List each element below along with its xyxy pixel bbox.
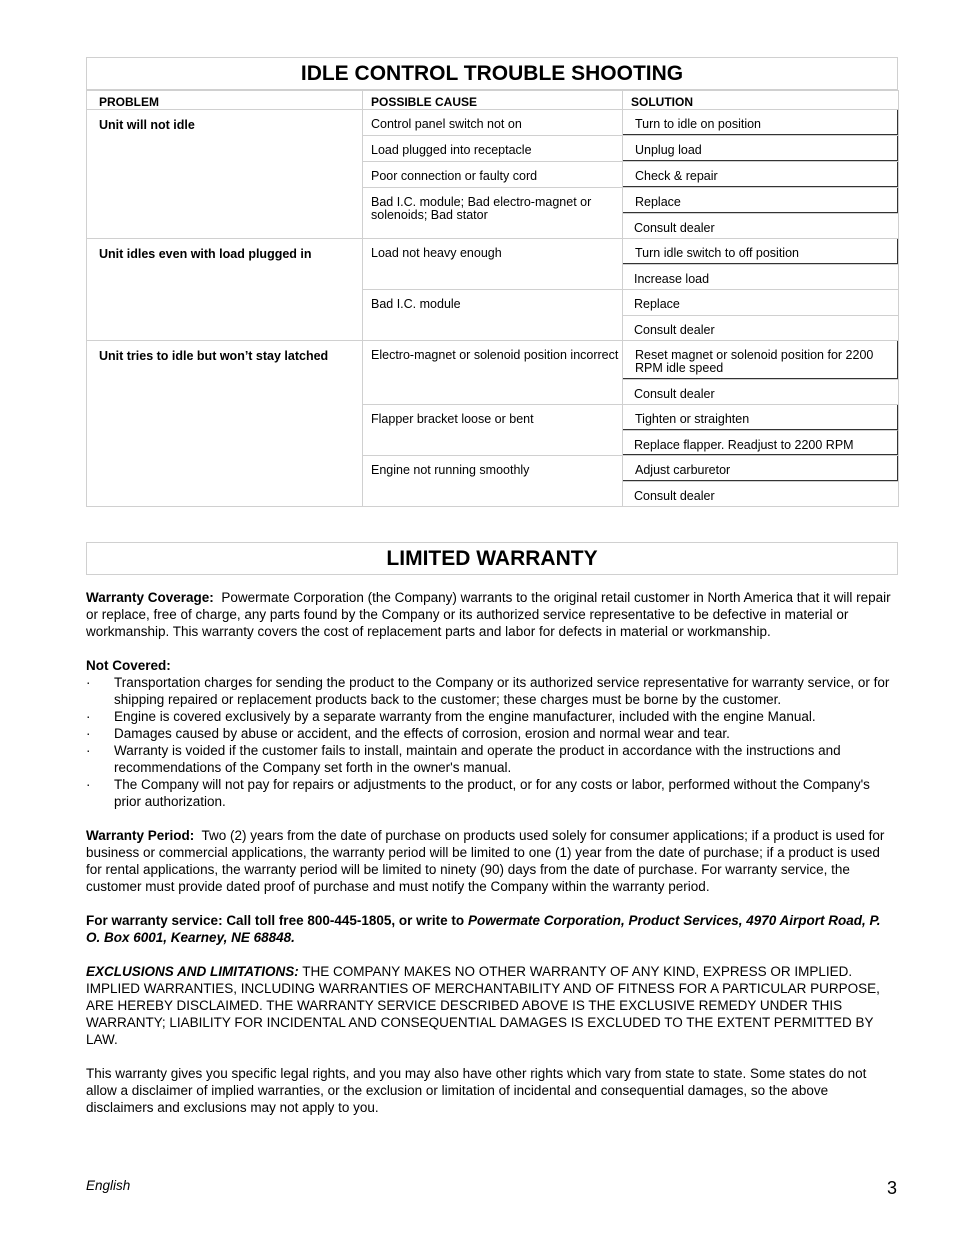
list-item: · Engine is covered exclusively by a separate warranty from the engine manufacturer, included with the engine Manual. [86,708,898,725]
not-covered-label: Not Covered: [86,658,171,673]
period-text: Two (2) years from the date of purchase on products used solely for consumer applications; if a product is used for business or commercial applications, the warranty period will be limited to one (1) year from the date of purchase; if a product is used for rental applications, the warranty period will be limited to ninety (90) days from the date of purchase. For warranty service, the customer must provide dated proof of purchase and must notify the Company within the warranty period. [86,828,885,894]
problem-cell: Unit idles even with load plugged in [87,239,363,341]
solution-item: Consult dealer [623,481,898,506]
list-item: · Warranty is voided if the customer fails to install, maintain and operate the product in accordance with the instructions and recommendations of the Company set forth in the owner's manual. [86,742,898,776]
list-item: · Damages caused by abuse or accident, and the effects of corrosion, erosion and normal wear and tear. [86,725,898,742]
solution-cell [623,456,899,507]
solution-item: Tighten or straighten [623,405,898,430]
solution-cell [623,290,899,341]
solution-item: Replace [634,297,680,311]
period-label: Warranty Period: [86,828,195,843]
warranty-service [86,912,898,946]
problem-cell: Unit tries to idle but won’t stay latched [87,341,363,507]
warranty-period [86,827,898,895]
solution-item: Consult dealer [623,315,898,340]
cause-cell: Bad I.C. module [363,290,623,341]
exclusions-label: EXCLUSIONS AND LIMITATIONS: [86,964,299,979]
cause-cell: Load plugged into receptacle [363,136,623,162]
cause-cell: Electro-magnet or solenoid position incorrect [363,341,623,405]
warranty-coverage [86,589,898,640]
table-row [87,341,899,405]
list-item: · The Company will not pay for repairs or adjustments to the product, or for any costs or labor, performed without the Company's prior authorization. [86,776,898,810]
solution-item: Reset magnet or solenoid position for 2200 RPM idle speed [623,341,898,379]
solution-item: Adjust carburetor [623,456,898,481]
troubleshooting-title: IDLE CONTROL TROUBLE SHOOTING [86,57,898,90]
service-text: For warranty service: Call toll free 800-445-1805, or write to [86,913,465,928]
warranty-body [86,589,898,1116]
troubleshooting-table [86,90,899,507]
solution-item: Increase load [623,264,898,289]
service-address: Powermate Corporation, Product Services, 4970 Airport Road, P. O. Box 6001, Kearney, NE 68848. [86,913,881,945]
coverage-label: Warranty Coverage: [86,590,214,605]
table-row [87,110,899,136]
cause-cell: Control panel switch not on [363,110,623,136]
cause-cell: Flapper bracket loose or bent [363,405,623,456]
cause-cell: Load not heavy enough [363,239,623,290]
warranty-exclusions [86,963,898,1048]
solution-cell [623,341,899,405]
page [86,57,898,1116]
warranty-rights: This warranty gives you specific legal rights, and you may also have other rights which vary from state to state. Some states do not allow a disclaimer of implied warranties, or the exclusion or limitation of incidental and consequential damages, so the above disclaimers and exclusions may not apply to you. [86,1066,867,1115]
solution-cell [623,110,899,136]
table-header-row [87,91,899,110]
solution-item: Consult dealer [623,213,898,238]
solution-item: Replace flapper. Readjust to 2200 RPM [623,430,898,455]
solution-item: Consult dealer [623,379,898,404]
solution-item: Turn to idle on position [623,110,898,135]
footer-language: English [86,1178,131,1193]
solution-cell [623,239,899,290]
not-covered-list [86,674,898,810]
list-item: · Transportation charges for sending the product to the Company or its authorized service representative for warranty service, or for shipping repaired or replacement products back to the customer; these charges must be borne by the customer. [86,674,898,708]
page-number: 3 [886,1178,897,1198]
header-solution: SOLUTION [623,91,899,110]
table-row [87,239,899,290]
cause-cell: Engine not running smoothly [363,456,623,507]
solution-item: Unplug load [623,136,898,161]
problem-cell: Unit will not idle [87,110,363,239]
solution-item: Replace [623,188,898,213]
cause-cell: Bad I.C. module; Bad electro-magnet or solenoids; Bad stator [363,188,623,239]
solution-item: Check & repair [623,162,898,187]
warranty-title: LIMITED WARRANTY [86,542,898,575]
header-cause: POSSIBLE CAUSE [363,91,623,110]
solution-cell [623,136,899,162]
solution-item: Turn idle switch to off position [623,239,898,264]
coverage-text: Powermate Corporation (the Company) warrants to the original retail customer in North America that it will repair or replace, free of charge, any parts found by the Company or its authorized service representative to be defective in material or workmanship. This warranty covers the cost of replacement parts and labor for defects in material or workmanship. [86,590,891,639]
cause-cell: Poor connection or faulty cord [363,162,623,188]
solution-cell [623,405,899,456]
solution-cell [623,188,899,239]
header-problem: PROBLEM [87,91,363,110]
exclusions-text: THE COMPANY MAKES NO OTHER WARRANTY OF ANY KIND, EXPRESS OR IMPLIED. IMPLIED WARRANTIES, INCLUDING WARRANTIES OF MERCHANTABILITY AND OF FITNESS FOR A PARTICULAR PURPOSE, ARE HEREBY DISCLAIMED. THE WARRANTY SERVICE DESCRIBED ABOVE IS THE EXCLUSIVE REMEDY UNDER THIS WARRANTY; LIABILITY FOR INCIDENTAL AND CONSEQUENTIAL DAMAGES IS EXCLUDED TO THE EXTENT PERMITTED BY LAW. [86,964,880,1047]
solution-cell [623,162,899,188]
